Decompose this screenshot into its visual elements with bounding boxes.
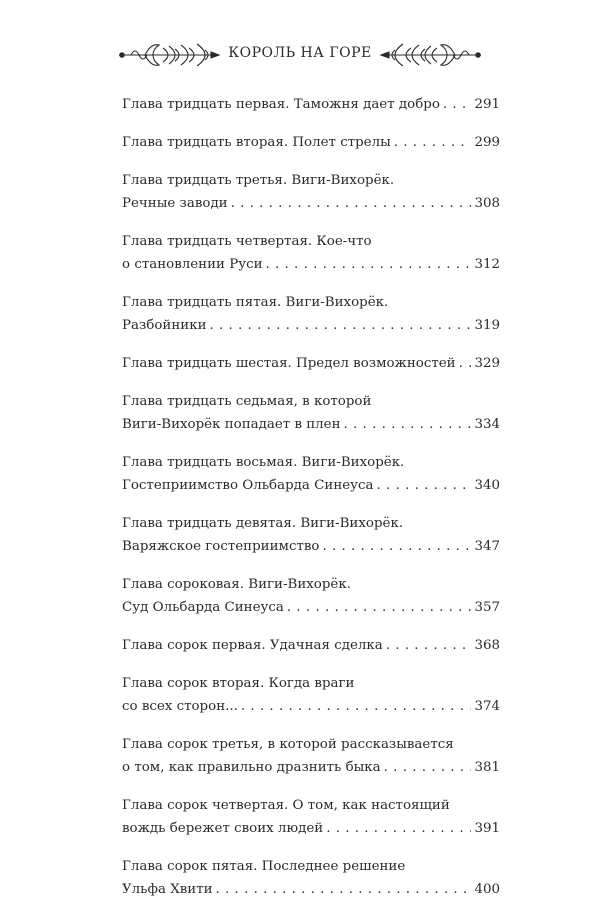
running-header <box>0 40 600 70</box>
leader-dots <box>322 535 471 558</box>
toc-page-number: 391 <box>474 821 500 836</box>
leader-dots <box>216 878 472 901</box>
leader-dots <box>344 413 472 436</box>
toc-page-number: 347 <box>474 539 500 554</box>
toc-line <box>122 352 500 375</box>
toc-line <box>122 93 500 116</box>
toc-entry-title: Глава сорок четвертая. О том, как настоящий <box>122 798 450 813</box>
toc-page-number: 340 <box>474 478 500 493</box>
spacer <box>122 619 500 634</box>
toc-line <box>122 634 500 657</box>
leader-dots <box>210 314 472 337</box>
toc-entry[interactable] <box>122 291 500 337</box>
toc-line <box>122 451 500 474</box>
spacer <box>122 558 500 573</box>
toc-line <box>122 573 500 596</box>
spacer <box>122 375 500 390</box>
toc-line <box>122 512 500 535</box>
toc-line <box>122 291 500 314</box>
spacer <box>122 718 500 733</box>
spacer <box>122 154 500 169</box>
toc-entry-title-cont: Гостеприимство Ольбарда Синеуса <box>122 478 374 493</box>
toc-entry-title: Глава тридцать седьмая, в которой <box>122 394 372 409</box>
toc-entry-title: Глава сороковая. Виги-Вихорёк. <box>122 577 351 592</box>
leader-dots <box>377 474 472 497</box>
toc-entry-title-cont: Речные заводи <box>122 196 228 211</box>
toc-entry-title: Глава сорок первая. Удачная сделка <box>122 638 383 653</box>
toc-line <box>122 794 500 817</box>
toc-line <box>122 695 500 718</box>
toc-line <box>122 672 500 695</box>
toc-line <box>122 878 500 901</box>
toc-entry[interactable] <box>122 855 500 901</box>
toc-page-number: 312 <box>474 257 500 272</box>
toc-line <box>122 535 500 558</box>
toc-line <box>122 756 500 779</box>
toc-entry[interactable] <box>122 169 500 215</box>
toc-line <box>122 733 500 756</box>
toc-entry[interactable] <box>122 733 500 779</box>
toc-entry-title-cont: Суд Ольбарда Синеуса <box>122 600 284 615</box>
toc-entry-title-cont: Разбойники <box>122 318 207 333</box>
toc-page-number: 334 <box>474 417 500 432</box>
toc-line <box>122 131 500 154</box>
toc-line <box>122 596 500 619</box>
toc-entry-title: Глава тридцать четвертая. Кое-что <box>122 234 372 249</box>
toc-entry-title: Глава тридцать девятая. Виги-Вихорёк. <box>122 516 404 531</box>
leader-dots <box>459 352 472 375</box>
leader-dots <box>384 756 472 779</box>
ornament-right-icon <box>373 40 483 70</box>
toc-entry[interactable] <box>122 131 500 154</box>
running-title: КОРОЛЬ НА ГОРЕ <box>228 45 372 61</box>
toc-entry-title: Глава тридцать шестая. Предел возможностей <box>122 356 456 371</box>
toc-entry[interactable] <box>122 794 500 840</box>
toc-entry[interactable] <box>122 512 500 558</box>
spacer <box>122 497 500 512</box>
toc-entry[interactable] <box>122 230 500 276</box>
leader-dots <box>287 596 472 619</box>
toc-page-number: 291 <box>474 97 500 112</box>
toc-page-number: 329 <box>474 356 500 371</box>
leader-dots <box>266 253 472 276</box>
toc-entry[interactable] <box>122 672 500 718</box>
toc-entry[interactable] <box>122 451 500 497</box>
toc-page-number: 368 <box>474 638 500 653</box>
toc-line <box>122 817 500 840</box>
leader-dots <box>231 192 472 215</box>
toc-entry-title-cont: Ульфа Хвити <box>122 882 213 897</box>
toc-entry-title: Глава тридцать третья. Виги-Вихорёк. <box>122 173 395 188</box>
toc-line <box>122 855 500 878</box>
leader-dots <box>443 93 472 116</box>
toc-line <box>122 390 500 413</box>
toc-entry-title: Глава сорок вторая. Когда враги <box>122 676 355 691</box>
table-of-contents <box>122 93 500 901</box>
toc-line <box>122 230 500 253</box>
spacer <box>122 779 500 794</box>
toc-entry-title: Глава тридцать восьмая. Виги-Вихорёк. <box>122 455 405 470</box>
toc-line <box>122 413 500 436</box>
leader-dots <box>241 695 472 718</box>
toc-line <box>122 253 500 276</box>
toc-entry[interactable] <box>122 634 500 657</box>
spacer <box>122 116 500 131</box>
toc-entry-title: Глава тридцать вторая. Полет стрелы <box>122 135 391 150</box>
toc-entry-title: Глава тридцать пятая. Виги-Вихорёк. <box>122 295 389 310</box>
toc-entry[interactable] <box>122 352 500 375</box>
leader-dots <box>326 817 471 840</box>
toc-entry-title-cont: со всех сторон... <box>122 699 238 714</box>
spacer <box>122 840 500 855</box>
toc-page-number: 400 <box>474 882 500 897</box>
leader-dots <box>394 131 472 154</box>
toc-entry-title-cont: Варяжское гостеприимство <box>122 539 320 554</box>
toc-page-number: 308 <box>474 196 500 211</box>
toc-entry[interactable] <box>122 573 500 619</box>
toc-entry-title: Глава тридцать первая. Таможня дает добро <box>122 97 440 112</box>
toc-line <box>122 474 500 497</box>
toc-page-number: 381 <box>474 760 500 775</box>
toc-entry[interactable] <box>122 93 500 116</box>
toc-page-number: 299 <box>474 135 500 150</box>
toc-page-number: 319 <box>474 318 500 333</box>
toc-entry-title-cont: о том, как правильно дразнить быка <box>122 760 381 775</box>
toc-entry-title-cont: Виги-Вихорёк попадает в плен <box>122 417 341 432</box>
spacer <box>122 657 500 672</box>
toc-entry[interactable] <box>122 390 500 436</box>
toc-line <box>122 192 500 215</box>
toc-line <box>122 314 500 337</box>
spacer <box>122 276 500 291</box>
toc-line <box>122 169 500 192</box>
toc-entry-title-cont: вождь бережет своих людей <box>122 821 324 836</box>
toc-entry-title: Глава сорок пятая. Последнее решение <box>122 859 406 874</box>
spacer <box>122 215 500 230</box>
toc-page-number: 374 <box>474 699 500 714</box>
spacer <box>122 337 500 352</box>
toc-entry-title-cont: о становлении Руси <box>122 257 263 272</box>
spacer <box>122 436 500 451</box>
toc-page-number: 357 <box>474 600 500 615</box>
toc-entry-title: Глава сорок третья, в которой рассказывается <box>122 737 454 752</box>
leader-dots <box>386 634 472 657</box>
